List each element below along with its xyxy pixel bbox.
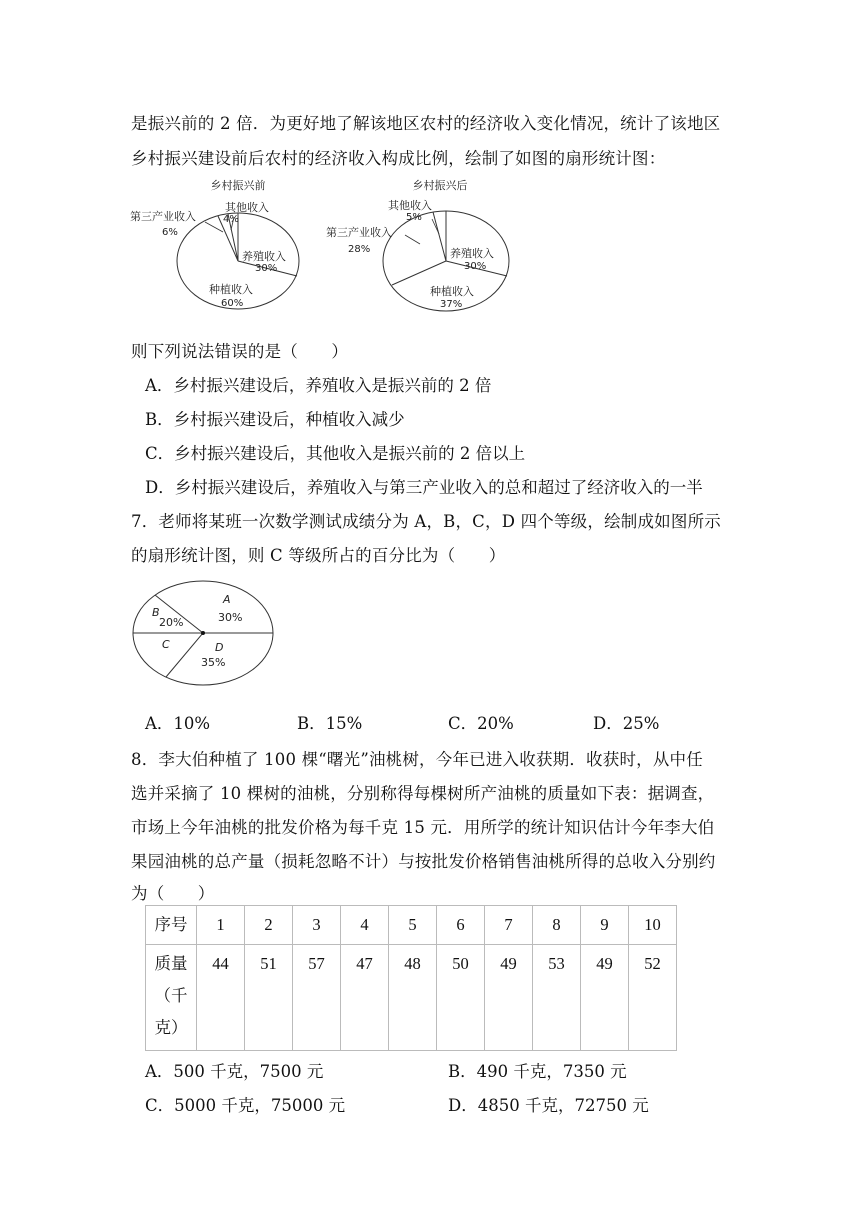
grades-pct-d: 35% bbox=[201, 656, 226, 669]
table-row-index bbox=[146, 906, 677, 945]
table-cell-mass: 49 bbox=[485, 945, 533, 1051]
grades-pct-b: 20% bbox=[159, 616, 184, 629]
table-cell-index: 2 bbox=[245, 906, 293, 945]
pie-before-tertiary-label: 第三产业收入 bbox=[130, 210, 196, 223]
q7-option-a: A．10% bbox=[145, 714, 211, 733]
pie-after-planting-pct: 37% bbox=[440, 299, 463, 310]
table-cell-index: 8 bbox=[533, 906, 581, 945]
q7-option-b: B．15% bbox=[297, 714, 363, 733]
pie-after-tertiary-pct: 28% bbox=[348, 244, 371, 255]
pie-after-other-label: 其他收入 bbox=[388, 199, 432, 212]
table-cell-mass: 48 bbox=[389, 945, 437, 1051]
pie-after-breeding-pct: 30% bbox=[464, 261, 487, 272]
grades-label-c: C bbox=[162, 638, 170, 651]
q6-stem: 则下列说法错误的是（ ） bbox=[131, 342, 349, 361]
pie-chart-after bbox=[320, 172, 525, 324]
q7-option-d: D．25% bbox=[593, 714, 660, 733]
q8-option-d: D．4850 千克，72750 元 bbox=[448, 1096, 649, 1115]
q6-option-b: B．乡村振兴建设后，种植收入减少 bbox=[145, 410, 405, 429]
mass-table bbox=[145, 905, 677, 1051]
pie-before-other-pct: 4% bbox=[223, 214, 239, 225]
intro-line-1: 是振兴前的 2 倍．为更好地了解该地区农村的经济收入变化情况，统计了该地区 bbox=[131, 114, 721, 133]
pie-before-breeding-label: 养殖收入 bbox=[242, 250, 286, 263]
pie-before-tertiary-pct: 6% bbox=[162, 227, 178, 238]
table-header-mass-part: 克） bbox=[154, 1018, 188, 1037]
table-header-mass-part: （千 bbox=[154, 986, 188, 1005]
pie-after-breeding-label: 养殖收入 bbox=[450, 247, 494, 260]
pie-before-breeding-pct: 30% bbox=[255, 263, 278, 274]
q8-option-b: B．490 千克，7350 元 bbox=[448, 1062, 627, 1081]
q8-line-3: 市场上今年油桃的批发价格为每千克 15 元．用所学的统计知识估计今年李大伯 bbox=[131, 818, 715, 837]
table-cell-mass: 50 bbox=[437, 945, 485, 1051]
table-cell-mass: 51 bbox=[245, 945, 293, 1051]
table-header-mass bbox=[146, 945, 197, 1051]
table-cell-mass: 47 bbox=[341, 945, 389, 1051]
table-cell-index: 5 bbox=[389, 906, 437, 945]
pie-chart-before bbox=[125, 172, 325, 322]
table-cell-index: 7 bbox=[485, 906, 533, 945]
q7-line-2: 的扇形统计图，则 C 等级所占的百分比为（ ） bbox=[131, 546, 506, 565]
q8-option-a: A．500 千克，7500 元 bbox=[145, 1062, 324, 1081]
pie-after-tertiary-label: 第三产业收入 bbox=[326, 226, 392, 239]
q7-option-c: C．20% bbox=[448, 714, 514, 733]
table-row-mass bbox=[146, 945, 677, 1051]
q7-line-1: 7．老师将某班一次数学测试成绩分为 A，B，C，D 四个等级，绘制成如图所示 bbox=[131, 512, 721, 531]
pie-before-title: 乡村振兴前 bbox=[210, 179, 266, 192]
grades-label-b: B bbox=[152, 606, 160, 619]
pie-after-title: 乡村振兴后 bbox=[412, 179, 468, 192]
intro-line-2: 乡村振兴建设前后农村的经济收入构成比例，绘制了如图的扇形统计图： bbox=[131, 149, 666, 168]
table-cell-index: 4 bbox=[341, 906, 389, 945]
table-cell-mass: 52 bbox=[629, 945, 677, 1051]
q8-line-5: 为（ ） bbox=[131, 884, 215, 903]
pie-after-planting-label: 种植收入 bbox=[430, 285, 474, 298]
q6-option-c: C．乡村振兴建设后，其他收入是振兴前的 2 倍以上 bbox=[145, 444, 526, 463]
grades-label-a: A bbox=[223, 593, 231, 606]
pie-before-other-label: 其他收入 bbox=[225, 201, 269, 214]
pie-chart-grades bbox=[128, 578, 278, 690]
table-cell-index: 1 bbox=[197, 906, 245, 945]
grades-pie-center bbox=[201, 631, 205, 635]
q6-option-a: A．乡村振兴建设后，养殖收入是振兴前的 2 倍 bbox=[145, 376, 492, 395]
table-cell-mass: 44 bbox=[197, 945, 245, 1051]
pie-after-other-pct: 5% bbox=[406, 212, 422, 223]
q6-option-d: D．乡村振兴建设后，养殖收入与第三产业收入的总和超过了经济收入的一半 bbox=[145, 478, 703, 497]
table-cell-mass: 49 bbox=[581, 945, 629, 1051]
pie-before-planting-pct: 60% bbox=[221, 298, 244, 309]
q8-line-4: 果园油桃的总产量（损耗忽略不计）与按批发价格销售油桃所得的总收入分别约 bbox=[131, 852, 716, 871]
table-cell-mass: 57 bbox=[293, 945, 341, 1051]
q8-line-1: 8．李大伯种植了 100 棵“曙光”油桃树，今年已进入收获期．收获时，从中任 bbox=[131, 750, 703, 769]
table-header-mass-part: 质量 bbox=[154, 954, 188, 973]
table-header-index: 序号 bbox=[146, 906, 197, 945]
table-cell-index: 9 bbox=[581, 906, 629, 945]
table-cell-mass: 53 bbox=[533, 945, 581, 1051]
q8-option-c: C．5000 千克，75000 元 bbox=[145, 1096, 346, 1115]
table-cell-index: 6 bbox=[437, 906, 485, 945]
table-cell-index: 3 bbox=[293, 906, 341, 945]
q8-line-2: 选并采摘了 10 棵树的油桃，分别称得每棵树所产油桃的质量如下表：据调查， bbox=[131, 784, 715, 803]
grades-label-d: D bbox=[215, 641, 224, 654]
table-cell-index: 10 bbox=[629, 906, 677, 945]
pie-before-planting-label: 种植收入 bbox=[209, 283, 253, 296]
grades-pct-a: 30% bbox=[218, 611, 243, 624]
